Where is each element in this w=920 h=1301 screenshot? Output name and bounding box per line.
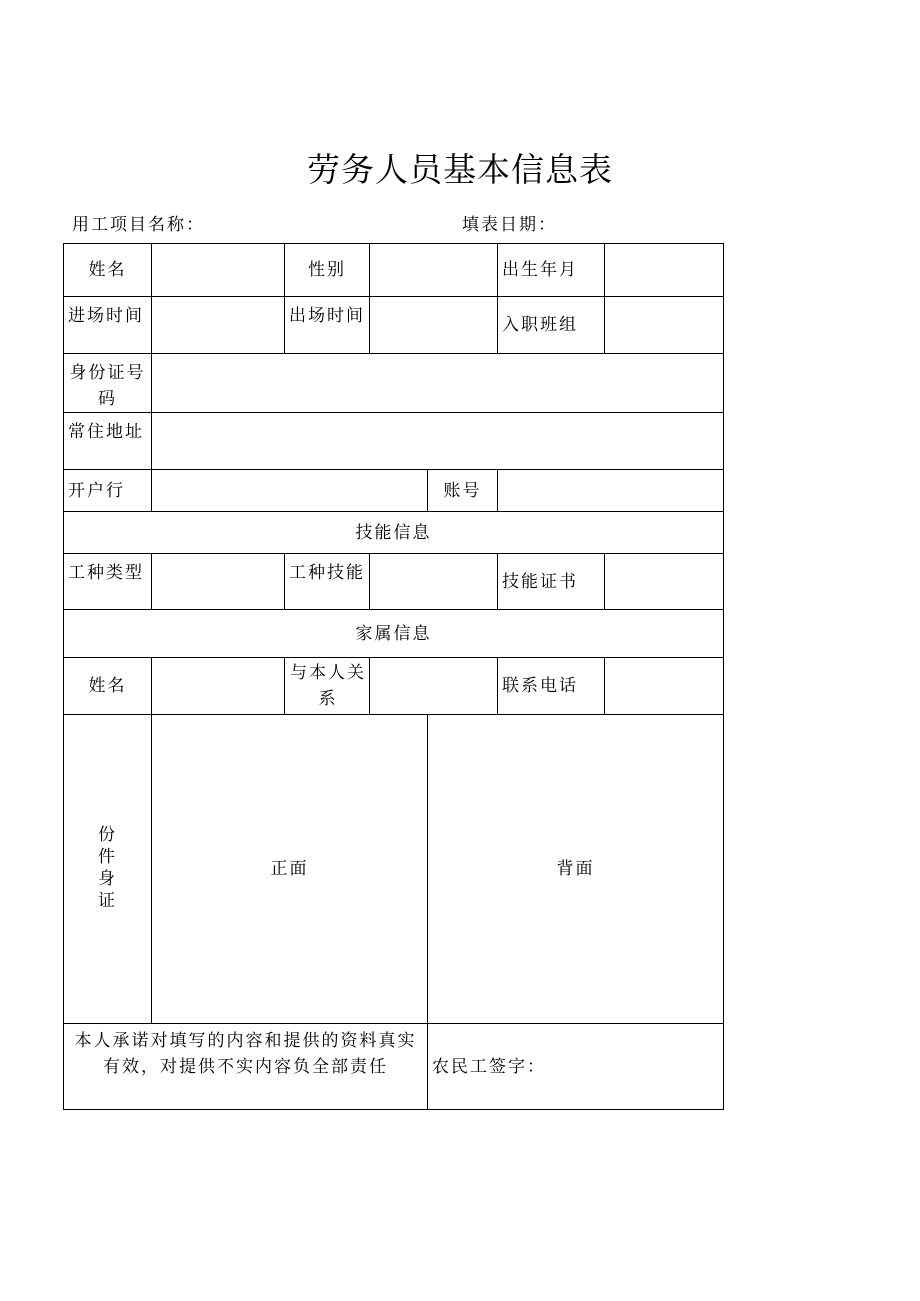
- account-label: 账号: [428, 470, 498, 512]
- name-field[interactable]: [152, 244, 285, 297]
- id-card-front-area[interactable]: [152, 715, 428, 1024]
- page-title: 劳务人员基本信息表: [307, 150, 613, 189]
- fill-date-label: 填表日期：: [462, 215, 557, 235]
- id-number-field[interactable]: [152, 354, 724, 413]
- relation-field[interactable]: [370, 658, 498, 715]
- skill-cert-field[interactable]: [605, 554, 724, 610]
- skill-cert-label: 技能证书: [498, 554, 605, 610]
- gender-field[interactable]: [370, 244, 498, 297]
- phone-field[interactable]: [605, 658, 724, 715]
- job-skill-label: 工种技能: [285, 554, 370, 610]
- family-name-field[interactable]: [152, 658, 285, 715]
- name-label: 姓名: [64, 244, 152, 297]
- pledge-line-2: 有效，对提供不实内容负全部责任: [103, 1057, 388, 1077]
- pledge-line-1: 本人承诺对填写的内容和提供的资料真实: [74, 1031, 417, 1051]
- bank-label: 开户行: [64, 470, 152, 512]
- gender-label: 性别: [285, 244, 370, 297]
- pledge-text: [64, 1024, 428, 1110]
- birth-field[interactable]: [605, 244, 724, 297]
- team-label: 入职班组: [498, 297, 605, 354]
- exit-time-field[interactable]: [370, 297, 498, 354]
- entry-time-field[interactable]: [152, 297, 285, 354]
- job-type-label: 工种类型: [64, 554, 152, 610]
- id-card-back-label: 背面: [556, 859, 595, 879]
- id-card-back-area[interactable]: [428, 715, 724, 1024]
- exit-time-label: 出场时间: [285, 297, 370, 354]
- job-type-field[interactable]: [152, 554, 285, 610]
- id-card-label: 份件身证: [64, 715, 152, 1024]
- address-label: 常住地址: [64, 413, 152, 470]
- family-section-header: 家属信息: [64, 610, 724, 658]
- phone-label: 联系电话: [498, 658, 605, 715]
- bank-field[interactable]: [152, 470, 428, 512]
- signature-label: 农民工签字：: [432, 1056, 546, 1077]
- id-card-front-label: 正面: [270, 859, 309, 879]
- info-form-table: [63, 243, 724, 1110]
- id-number-label: 身份证号码: [64, 354, 152, 413]
- entry-time-label: 进场时间: [64, 297, 152, 354]
- account-field[interactable]: [498, 470, 724, 512]
- signature-area[interactable]: [428, 1024, 724, 1110]
- project-name-label: 用工项目名称：: [72, 215, 205, 235]
- birth-label: 出生年月: [498, 244, 605, 297]
- team-field[interactable]: [605, 297, 724, 354]
- address-field[interactable]: [152, 413, 724, 470]
- job-skill-field[interactable]: [370, 554, 498, 610]
- skills-section-header: 技能信息: [64, 512, 724, 554]
- family-name-label: 姓名: [64, 658, 152, 715]
- relation-label: 与本人关系: [285, 658, 370, 715]
